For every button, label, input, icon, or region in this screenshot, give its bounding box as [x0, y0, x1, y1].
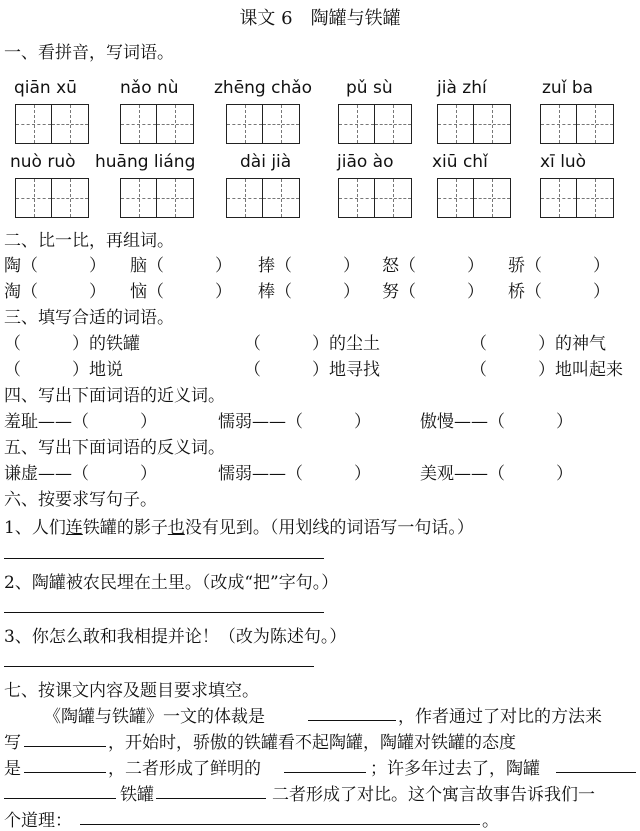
section-4-heading: 四、写出下面词语的近义词。	[4, 386, 225, 406]
fill-item[interactable]: （ ）地说	[4, 360, 123, 380]
passage-text: ；许多年过去了，陶罐	[370, 759, 540, 779]
compare-item[interactable]: 骄（ ）	[508, 256, 610, 276]
passage-text: ，开始时，骄傲的铁罐看不起陶罐，陶罐对铁罐的态度	[108, 733, 516, 753]
fill-item[interactable]: （ ）的铁罐	[4, 334, 140, 354]
blank-line[interactable]	[284, 772, 366, 773]
pinyin-label: zhēng chǎo	[214, 78, 313, 98]
synonym-item[interactable]: 懦弱——（ ）	[218, 412, 371, 432]
pinyin-label: nǎo nù	[120, 78, 179, 98]
pinyin-label: zuǐ ba	[542, 78, 594, 98]
compare-item[interactable]: 陶（ ）	[4, 256, 106, 276]
passage-text: 写	[4, 733, 21, 753]
passage-text: 《陶罐与铁罐》一文的体裁是	[44, 707, 265, 727]
answer-line[interactable]	[4, 666, 314, 667]
writing-box[interactable]	[15, 178, 89, 218]
fill-item[interactable]: （ ）地叫起来	[470, 360, 623, 380]
antonym-item[interactable]: 美观——（ ）	[420, 464, 573, 484]
section-1-heading: 一、看拼音，写词语。	[4, 43, 174, 63]
blank-line[interactable]	[308, 720, 396, 721]
compare-item[interactable]: 脑（ ）	[130, 256, 232, 276]
question-3: 3、你怎么敢和我相提并论！（改为陈述句。）	[4, 627, 347, 647]
pinyin-label: xiū chǐ	[432, 152, 488, 172]
blank-line[interactable]	[556, 772, 636, 773]
fill-item[interactable]: （ ）的神气	[470, 334, 606, 354]
blank-line[interactable]	[24, 772, 106, 773]
underlined-word: 连	[65, 518, 83, 538]
pinyin-label: huāng liáng	[95, 152, 196, 172]
synonym-item[interactable]: 傲慢——（ ）	[420, 412, 573, 432]
answer-line[interactable]	[4, 612, 324, 613]
writing-box[interactable]	[540, 104, 614, 144]
writing-box[interactable]	[120, 178, 194, 218]
passage-text: 铁罐	[120, 785, 154, 805]
pinyin-label: dài jià	[240, 152, 292, 172]
writing-box[interactable]	[338, 178, 412, 218]
writing-box[interactable]	[540, 178, 614, 218]
antonym-item[interactable]: 谦虚——（ ）	[4, 464, 157, 484]
answer-line[interactable]	[4, 558, 324, 559]
passage-text: ，二者形成了鲜明的	[108, 759, 261, 779]
writing-box[interactable]	[338, 104, 412, 144]
blank-line[interactable]	[80, 824, 480, 825]
writing-box[interactable]	[437, 178, 511, 218]
blank-line[interactable]	[4, 798, 116, 799]
writing-box[interactable]	[226, 104, 300, 144]
compare-item[interactable]: 棒（ ）	[258, 282, 360, 302]
writing-box[interactable]	[226, 178, 300, 218]
section-7-heading: 七、按课文内容及题目要求填空。	[4, 681, 259, 701]
passage-text: 二者形成了对比。这个寓言故事告诉我们一	[272, 785, 595, 805]
antonym-item[interactable]: 懦弱——（ ）	[218, 464, 371, 484]
writing-box[interactable]	[120, 104, 194, 144]
passage-text: 个道理：	[4, 811, 72, 831]
fill-item[interactable]: （ ）的尘土	[244, 334, 380, 354]
compare-item[interactable]: 恼（ ）	[130, 282, 232, 302]
compare-item[interactable]: 怒（ ）	[382, 256, 484, 276]
blank-line[interactable]	[156, 798, 266, 799]
compare-item[interactable]: 捧（ ）	[258, 256, 360, 276]
pinyin-label: xī luò	[540, 152, 587, 172]
question-1: 1、人们连铁罐的影子也没有见到。（用划线的词语写一句话。）	[4, 518, 474, 538]
fill-item[interactable]: （ ）地寻找	[244, 360, 380, 380]
section-3-heading: 三、填写合适的词语。	[4, 308, 174, 328]
pinyin-label: nuò ruò	[10, 152, 76, 172]
writing-box[interactable]	[437, 104, 511, 144]
underlined-word: 也	[167, 518, 185, 538]
section-6-heading: 六、按要求写句子。	[4, 490, 157, 510]
compare-item[interactable]: 淘（ ）	[4, 282, 106, 302]
writing-box[interactable]	[15, 104, 89, 144]
passage-text: 是	[4, 759, 21, 779]
pinyin-label: qiān xū	[14, 78, 77, 98]
blank-line[interactable]	[24, 746, 106, 747]
page-title: 课文 6 陶罐与铁罐	[239, 8, 401, 29]
pinyin-label: jiāo ào	[337, 152, 394, 172]
question-2: 2、陶罐被农民埋在土里。（改成“把”字句。）	[4, 573, 339, 593]
passage-text: ，作者通过了对比的方法来	[398, 707, 602, 727]
pinyin-label: pǔ sù	[346, 78, 393, 98]
pinyin-label: jià zhí	[437, 78, 487, 98]
compare-item[interactable]: 桥（ ）	[508, 282, 610, 302]
section-5-heading: 五、写出下面词语的反义词。	[4, 438, 225, 458]
passage-text: 。	[482, 811, 499, 831]
section-2-heading: 二、比一比，再组词。	[4, 231, 174, 251]
compare-item[interactable]: 努（ ）	[382, 282, 484, 302]
synonym-item[interactable]: 羞耻——（ ）	[4, 412, 157, 432]
